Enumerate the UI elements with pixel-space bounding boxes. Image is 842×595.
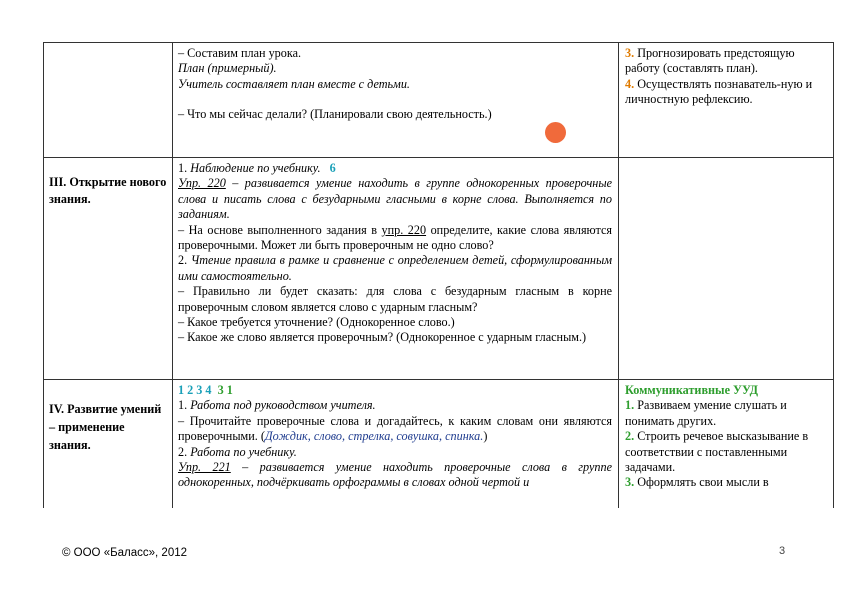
stage-label: IV. Развитие умений – применение знания. [49, 402, 162, 452]
uud-item: Развиваем умение слушать и понимать других. [625, 398, 787, 428]
uud-text [619, 380, 833, 491]
stage-cell [43, 380, 173, 508]
page-badge: 6 [329, 161, 336, 175]
uud-cell [619, 380, 834, 508]
uud-heading: Коммуникативные УУД [625, 383, 759, 397]
content-text: 1 2 3 4 3 1 1. Работа под руководством учителя. – Прочитайте проверочные слова и догадайтесь, к каким словам они являются проверочными. (Дождик, слово, стрелка, совушка, спинка.) 2. Работа по учебнику. Упр. 221 – развивается умение находить проверочные слова в группе однокоренных, подчёркивать орфограммы в словах одной чертой и [178, 383, 612, 490]
tags: 3 1 [217, 383, 233, 397]
table-row [43, 157, 834, 380]
content-line: План (примерный). [178, 61, 277, 76]
exercise-ref: упр. 220 [381, 222, 427, 237]
task-title: Работа под руководством учителя. [190, 398, 376, 413]
content-cell [173, 380, 619, 508]
cursor-dot [545, 122, 566, 143]
table-row [43, 42, 834, 158]
stage-label: III. Открытие нового знания. [49, 175, 167, 206]
item-number: 1. [625, 398, 635, 413]
content-line: – Составим план урока. [178, 46, 302, 60]
task-title: Наблюдение по учебнику. [190, 161, 321, 175]
content-line: Учитель составляет план вместе с детьми. [178, 76, 410, 91]
word-list: Дождик, слово, стрелка, совушка, спинка. [264, 429, 484, 444]
uud-cell [619, 158, 834, 380]
item-number: 3. [625, 46, 635, 60]
uud-item: Строить речевое высказывание в соответствии с поставленными задачами. [625, 429, 809, 475]
item-number: 2. [625, 429, 635, 444]
uud-cell [619, 43, 834, 158]
page-number: 3 [779, 545, 786, 557]
uud-item: Осуществлять познаватель-ную и личностную рефлексию. [625, 76, 813, 107]
uud-item: Оформлять свои мысли в [637, 475, 769, 490]
uud-text [619, 43, 833, 108]
content-text: 1. Наблюдение по учебнику. 6 Упр. 220 – развивается умение находить в группе однокоренных проверочные слова и писать слова с безударными гласными в корне слова. Выполняется по заданиям. – На основе выполненного задания в упр. 220 определите, какие слова являются проверочными. Может ли быть проверочным не одно слово? 2. Чтение правила в рамке и сравнение с определением детей, сформулированным ими самостоятельно. – Правильно ли будет сказать: для слова с безударным гласным в корне проверочным словом является слово с ударным гласным? – Какое требуется уточнение? (Однокоренное слово.) – Какое же слово является проверочным? (Однокоренное с ударным гласным.) [178, 161, 612, 345]
item-number: 3. [625, 475, 635, 490]
uud-item: Прогнозировать предстоящую работу (составлять план). [625, 46, 795, 76]
table-row [43, 379, 834, 508]
task-title: Работа по учебнику. [190, 444, 297, 459]
item-number: 4. [625, 76, 635, 91]
stage-cell [43, 43, 173, 158]
exercise-ref: Упр. 221 [178, 460, 231, 475]
copyright: © ООО «Баласс», 2012 [62, 547, 188, 559]
content-line: – Что мы сейчас делали? (Планировали свою деятельность.) [178, 107, 492, 122]
stage-cell [43, 158, 173, 380]
tags: 1 2 3 4 [178, 383, 212, 397]
content-cell [173, 158, 619, 380]
exercise-ref: Упр. 220 [178, 176, 226, 191]
content-text [173, 43, 618, 123]
